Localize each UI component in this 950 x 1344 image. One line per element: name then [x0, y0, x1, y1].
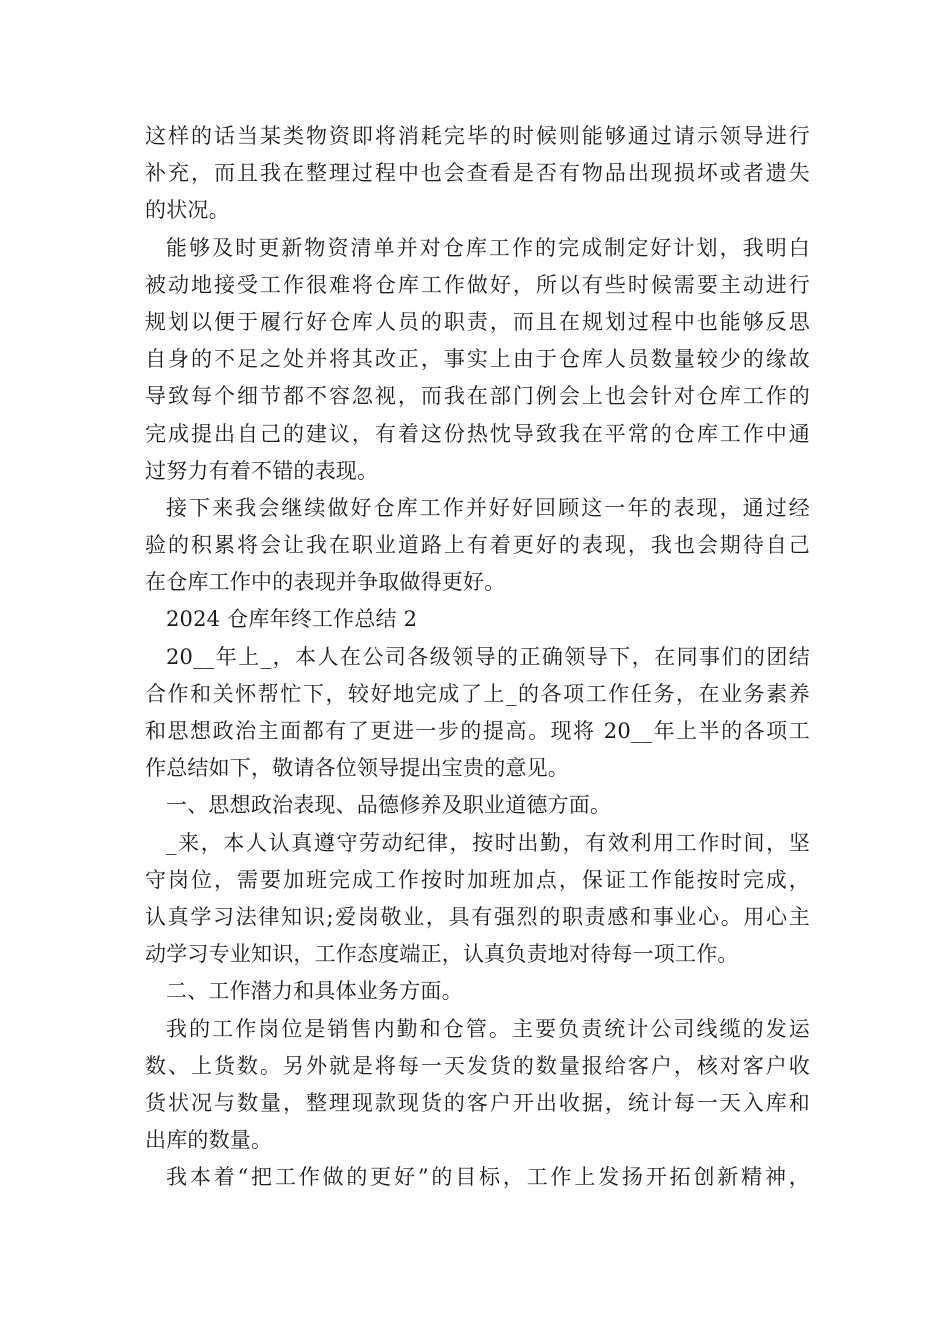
text-line: 作总结如下，敬请各位领导提出宝贵的意见。: [145, 756, 569, 781]
text-line: 接下来我会继续做好仓库工作并好好回顾这一年的表现，通过经: [166, 495, 810, 520]
text-line: 在仓库工作中的表现并争取做得更好。: [145, 570, 506, 595]
text-line: 被动地接受工作很难将仓库工作做好，所以有些时候需要主动进行: [145, 272, 810, 297]
text-line: 自身的不足之处并将其改正，事实上由于仓库人员数量较少的缘故: [145, 347, 810, 372]
document-body: [145, 118, 810, 1196]
text-line: 合作和关怀帮忙下，较好地完成了上_的各项工作任务，在业务素养: [145, 681, 810, 706]
text-line: 2024 仓库年终工作总结 2: [166, 607, 418, 632]
text-line: _来，本人认真遵守劳动纪律，按时出勤，有效利用工作时间，坚: [166, 830, 810, 855]
text-line: 我本着“把工作做的更好”的目标，工作上发扬开拓创新精神，: [166, 1165, 810, 1190]
text-line: 补充，而且我在整理过程中也会查看是否有物品出现损坏或者遗失: [145, 161, 810, 186]
text-line: 守岗位，需要加班完成工作按时加班加点，保证工作能按时完成，: [145, 867, 810, 892]
text-line: 数、上货数。另外就是将每一天发货的数量报给客户，核对客户收: [145, 1053, 810, 1078]
text-line: 完成提出自己的建议，有着这份热忱导致我在平常的仓库工作中通: [145, 421, 810, 446]
text-line: 动学习专业知识，工作态度端正，认真负责地对待每一项工作。: [145, 942, 739, 967]
text-line: 出库的数量。: [145, 1128, 273, 1153]
text-line: 一、思想政治表现、品德修养及职业道德方面。: [166, 793, 612, 818]
text-line: 认真学习法律知识;爱岗敬业，具有强烈的职责感和事业心。用心主: [145, 904, 810, 929]
text-line: 这样的话当某类物资即将消耗完毕的时候则能够通过请示领导进行: [145, 124, 810, 148]
text-line: 能够及时更新物资清单并对仓库工作的完成制定好计划，我明白: [166, 235, 810, 260]
text-line: 过努力有着不错的表现。: [145, 458, 379, 483]
text-line: 二、工作潜力和具体业务方面。: [166, 979, 463, 1004]
text-line: 规划以便于履行好仓库人员的职责，而且在规划过程中也能够反思: [145, 309, 810, 334]
text-line: 验的积累将会让我在职业道路上有着更好的表现，我也会期待自己: [145, 533, 810, 558]
text-line: 和思想政治主面都有了更进一步的提高。现将 20__年上半的各项工: [145, 719, 810, 743]
text-line: 我的工作岗位是销售内勤和仓管。主要负责统计公司线缆的发运: [166, 1016, 810, 1041]
text-line: 的状况。: [145, 198, 230, 223]
text-line: 导致每个细节都不容忽视，而我在部门例会上也会针对仓库工作的: [145, 384, 810, 409]
text-line: 货状况与数量，整理现款现货的客户开出收据，统计每一天入库和: [145, 1090, 810, 1115]
text-line: 20__年上_，本人在公司各级领导的正确领导下，在同事们的团结: [166, 644, 810, 669]
